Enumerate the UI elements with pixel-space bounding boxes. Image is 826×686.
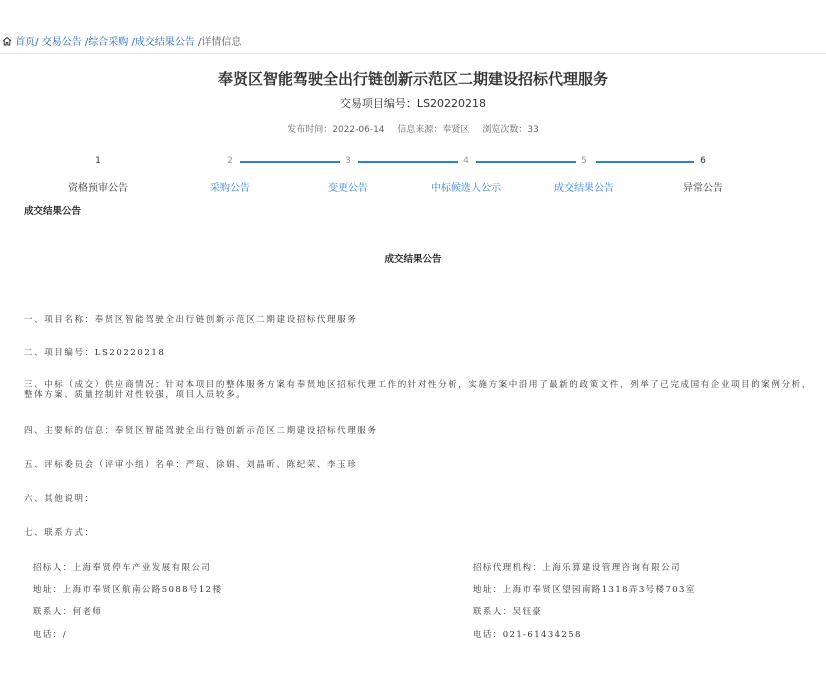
section-title: 成交结果公告 (24, 206, 82, 217)
breadcrumb (2, 33, 241, 48)
breadcrumb-separator: / (194, 37, 202, 48)
tenderer-name: 招标人：上海奉贤停车产业发展有限公司 (33, 563, 212, 573)
supplier-paragraph: 三、中标（成交）供应商情况：针对本项目的整体服务方案有奉贤地区招标代理工作的针对性分析，实施方案中沿用了最新的政策文件，列举了已完成国有企业项目的案例分析，整体方案、质量控制针对性较强，项目人员较多。 (24, 380, 812, 400)
tenderer-phone: 电话：/ (33, 630, 67, 640)
breadcrumb-trade-notice-link[interactable]: 交易公告 (38, 37, 82, 48)
tenderer-address: 地址：上海市奉贤区航南公路5088号12楼 (33, 585, 223, 595)
step-change-notice[interactable]: 变更公告 (328, 183, 368, 194)
step-connector (358, 161, 458, 163)
agency-address: 地址：上海市奉贤区望园南路1318弄3号楼703室 (473, 585, 696, 595)
step-result-notice[interactable]: 成交结果公告 (554, 183, 614, 194)
other-notes-paragraph: 六、其他说明： (24, 494, 95, 504)
breadcrumb-current: 详情信息 (201, 37, 242, 48)
agency-name: 招标代理机构：上海乐算建设管理咨询有限公司 (473, 563, 681, 573)
agency-phone: 电话：021-61434258 (473, 630, 582, 640)
project-number: 交易项目编号：LS20220218 (339, 97, 487, 110)
step-connector (596, 161, 694, 163)
step-number: 2 (227, 156, 233, 166)
tenderer-contact-person: 联系人：何老师 (33, 607, 103, 617)
announcement-title: 成交结果公告 (384, 254, 442, 265)
project-number-paragraph: 二、项目编号：LS20220218 (24, 348, 166, 358)
info-source: 信息来源：奉贤区 (397, 125, 470, 135)
project-name-paragraph: 一、项目名称：奉贤区智能驾驶全出行链创新示范区二期建设招标代理服务 (24, 315, 358, 325)
step-connector (240, 161, 340, 163)
article-meta (0, 122, 826, 135)
breadcrumb-separator: / (81, 37, 89, 48)
step-connector (476, 161, 576, 163)
step-number: 5 (581, 156, 587, 166)
step-number: 4 (463, 156, 469, 166)
header-divider (0, 53, 826, 54)
breadcrumb-result-notice-link[interactable]: 成交结果公告 (134, 37, 195, 48)
committee-paragraph: 五、评标委员会（评审小组）名单：严瑄、徐娟、刘晶昕、陈纪荣、李玉珍 (24, 460, 358, 470)
step-number: 1 (95, 156, 101, 166)
step-number: 3 (345, 156, 351, 166)
publish-time: 发布时间：2022-06-14 (287, 125, 385, 135)
breadcrumb-separator: / (35, 37, 39, 48)
breadcrumb-procurement-link[interactable]: 综合采购 (88, 37, 129, 48)
contact-heading: 七、联系方式： (24, 528, 95, 538)
home-icon[interactable] (2, 36, 12, 46)
step-procurement-notice[interactable]: 采购公告 (210, 183, 250, 194)
view-count: 浏览次数：33 (482, 125, 539, 135)
step-candidate-notice[interactable]: 中标候选人公示 (431, 183, 501, 194)
page-title: 奉贤区智能驾驶全出行链创新示范区二期建设招标代理服务 (217, 70, 608, 88)
breadcrumb-separator: / (128, 37, 135, 48)
process-steps (0, 150, 826, 195)
step-prequalification[interactable]: 资格预审公告 (68, 183, 128, 194)
breadcrumb-home-link[interactable]: 首页 (15, 37, 36, 48)
subject-paragraph: 四、主要标的信息：奉贤区智能驾驶全出行链创新示范区二期建设招标代理服务 (24, 426, 378, 436)
step-exception-notice[interactable]: 异常公告 (683, 183, 723, 194)
step-number: 6 (700, 156, 706, 166)
agency-contact-person: 联系人：吴钰豪 (473, 607, 543, 617)
